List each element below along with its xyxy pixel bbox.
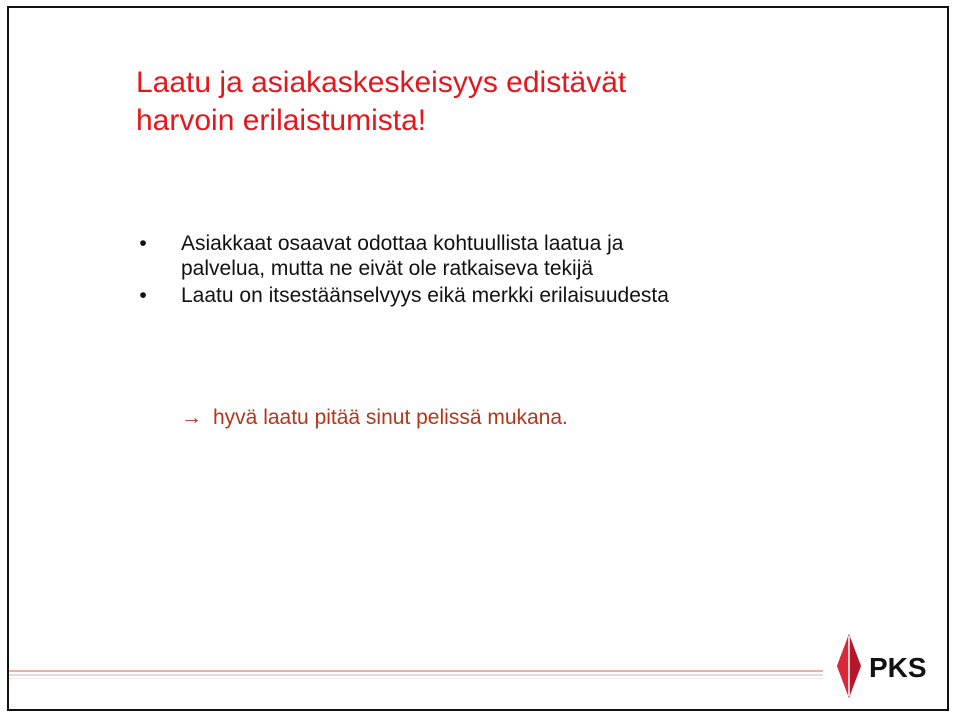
bullet-1-line-2: palvelua, mutta ne eivät ole ratkaiseva tekijä xyxy=(181,257,594,280)
footer-rule xyxy=(9,670,823,680)
slide-title xyxy=(136,64,896,140)
conclusion-note xyxy=(181,405,568,430)
logo-text: PKS xyxy=(869,652,927,683)
title-line-2: harvoin erilaistumista! xyxy=(136,104,427,137)
pks-logo-mark-icon xyxy=(831,630,867,702)
bullet-list xyxy=(136,231,896,308)
title-line-1: Laatu ja asiakaskeskeisyys edistävät xyxy=(136,66,627,99)
conclusion-text: hyvä laatu pitää sinut pelissä mukana. xyxy=(213,406,568,429)
slide xyxy=(7,6,949,711)
bullet-1-line-1: Asiakkaat osaavat odottaa kohtuullista laatua ja xyxy=(181,232,624,255)
bullet-2-line-1: Laatu on itsestäänselvyys eikä merkki erilaisuudesta xyxy=(181,284,669,307)
right-arrow-icon: → xyxy=(181,406,202,429)
bullet-item-2 xyxy=(136,283,896,308)
bullet-dot: • xyxy=(139,232,147,255)
pks-logo xyxy=(831,630,941,702)
bullet-item-1 xyxy=(136,231,896,281)
bullet-dot: • xyxy=(139,284,147,307)
